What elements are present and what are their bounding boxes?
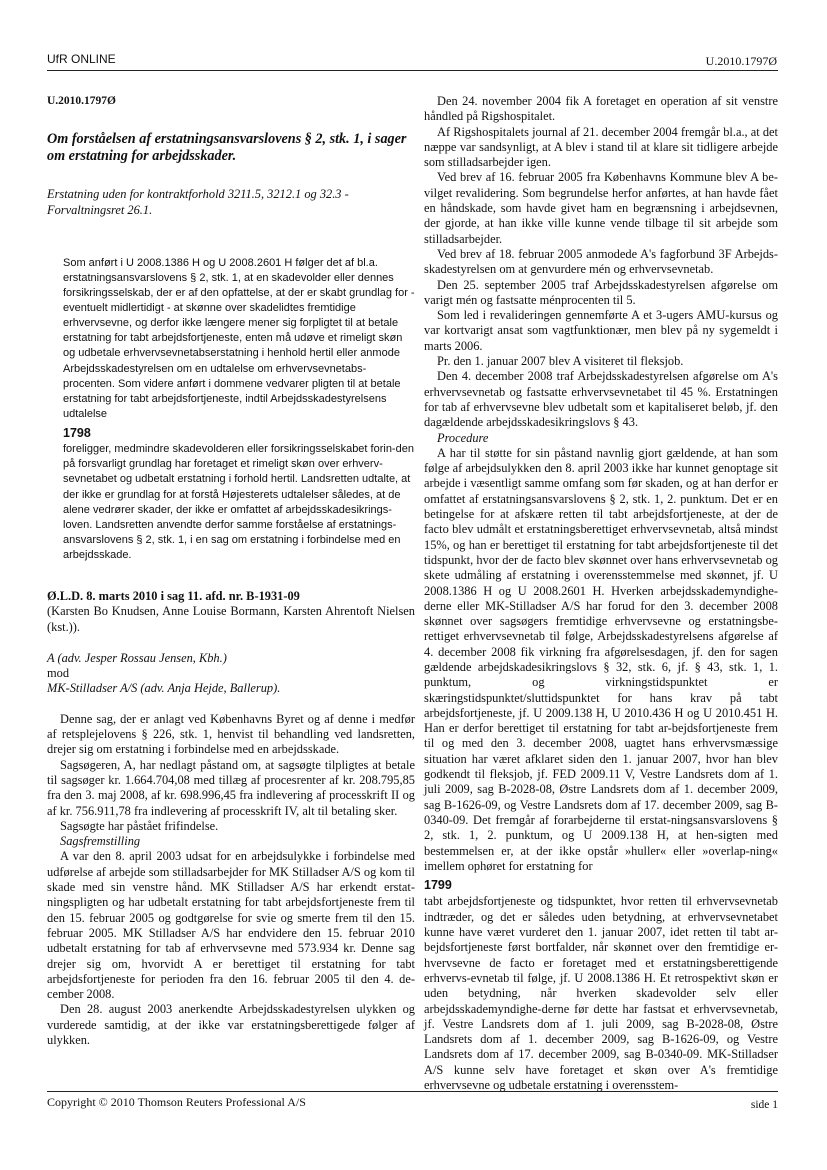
copyright: Copyright © 2010 Thomson Reuters Professional A/S	[47, 1095, 306, 1109]
paragraph: A har til støtte for sin påstand navnlig gjort gældende, at han som følge af arbejdsulykken den 8. april 2003 ikke har kunnet genoptage sit arbejde i væsentligt samme omfang som før skaden, og at han derfor er omfattet af erstatningsansvarslovens § 2, stk. 1, 2. punktum. Det er en betingelse for at afskære retten til tabt arbejdsfortjeneste, at der de facto blev udmålt et erstatningsberettiget erhvervsevnetab, altså mindst 15%, og han er berettiget til erstatning for tabt arbejdsfortjeneste til det tidspunkt, hvor der de facto blev skønnet over hans erhvervsevnetab og skete udmåling af erstatning i overensstemmelse med skønnet, jf. U 2008.1386 H og U 2008.2601 H. Hverken arbejdsskademyndighe-derne eller MK-Stilladser A/S har forud for den 3. december 2008 skønnet over sagsøgers fremtidige erhvervsevne og erstatningsbe-rettiget erhvervsevnetab til følge, Arbejdsskadestyrelsens afgørelse af 4. december 2008 fik virkning fra afgørelsesdagen, jf. den for sagen gældende arbejdskadesikringslovs § 32, stk. 6, jf. § 43, stk. 1, 1. punktum, og virkningstidspunktet er skæringstidspunktet/sluttidspunktet for hans krav på tabt arbejdsfortjeneste, jf. U 2009.138 H, U 2010.436 H og U 2010.451 H. Han er derfor berettiget til erstatning for tabt ar-bejdsfortjeneste frem til og med den 3. december 2008, uagtet hans erhvervsmæssige situation har været afklaret siden den 1. januar 2007, hvor han blev godkendt til fleksjob, jf. FED 2009.11 V, Vestre Landsrets dom af 1. juli 2009, sag B-2028-08, Østre Landsrets dom af 1. december 2009, sag B-1626-09, og Vestre Landsrets dom af 17. december 2009, sag B-0340-09. Det fremgår af forarbejderne til erstat-ningsansvarslovens § 2, stk. 1, 2. punktum, og U 2009.138 H, at hen-sigten med bestemmelsen er, at der ikke opstår »huller« eller »overlap-ning« imellem ophøret for erstatning for	[424, 445, 778, 873]
summary	[47, 256, 415, 422]
header-rule	[47, 70, 778, 71]
paragraph: Denne sag, der er anlagt ved Københavns Byret og af denne i medfør af retsplejelovens § 226, stk. 1, henvist til behandling ved landsretten, drejer sig om erstatning i forbindelse med en arbejdsskade.	[47, 711, 415, 757]
paragraph: Den 4. december 2008 traf Arbejdsskadestyrelsen afgørelse om A's erhvervsevnetab og fastsatte erhvervsevnetabet til 45 %. Erstatningen for tab af erhvervsevne blev udbetalt som et kapitaliseret beløb, jf. den dagældende arbejdsskadesikringslovs § 43.	[424, 369, 778, 430]
paragraph: Ved brev af 16. februar 2005 fra Københavns Kommune blev A be-vilget revalidering. Som begrundelse herfor anførtes, at han havde fået en håndskade, som havde givet ham en begrænsning i arbejdsevnen, der gjorde, at han ikke ville kunne vende tilbage til sit arbejde som stilladsarbejder.	[424, 170, 778, 246]
right-column	[424, 94, 778, 1093]
paragraph: Ved brev af 18. februar 2005 anmodede A's fagforbund 3F Arbejds-skadestyrelsen om at genvurdere mén og erhvervsevnetab.	[424, 246, 778, 277]
mod-label: mod	[47, 666, 70, 681]
paragraph: Sagsøgte har påstået frifindelse.	[60, 818, 219, 833]
brand-label: UfR ONLINE	[47, 52, 116, 66]
paragraph: Pr. den 1. januar 2007 blev A visiteret til fleksjob.	[437, 354, 684, 369]
left-column	[47, 94, 415, 1048]
paragraph: Den 28. august 2003 anerkendte Arbejdsskadestyrelsen ulykken og vurderede samtidig, at der ikke var erstatningsberettigede følger af ulykken.	[47, 1002, 415, 1047]
footer-rule	[47, 1091, 778, 1092]
section-heading-procedure: Procedure	[437, 430, 489, 445]
party-a: A (adv. Jesper Rossau Jensen, Kbh.)	[47, 650, 227, 665]
section-heading-sagsfremstilling: Sagsfremstilling	[60, 834, 141, 849]
paragraph: Af Rigshospitalets journal af 21. december 2004 fremgår bl.a., at det næppe var sandsynligt, at A blev i stand til at klare sit tidligere arbejde som stilladsarbejder igen.	[424, 124, 778, 170]
subject-classification: Erstatning uden for kontraktforhold 3211.5, 3212.1 og 32.3 - Forvaltningsret 26.1.	[47, 187, 349, 217]
page-marker-1798: 1798	[63, 425, 91, 440]
document-title: Om forståelsen af erstatningsansvarslovens § 2, stk. 1, i sager om erstatning for arbejdsskader.	[47, 131, 407, 165]
paragraph: Den 24. november 2004 fik A foretaget en operation af sit venstre håndled på Rigshospitalet.	[424, 94, 778, 124]
summary-part-2: foreligger, medmindre skadevolderen eller forsikringsselskabet forin-den på forsvarligt grundlag har foretaget et rimeligt skøn over erhverv-sevnetabet og udbetalt erstatning i forhold hertil. Landsretten udtalte, at der ikke er grundlag for at forstå Højesterets udtalelser således, at de alene vedrører skader, der ikke er omfattet af arbejdsskadesikrings-loven. Landsretten anvendte derfor samme forståelse af erstatnings-ansvarslovens § 2, stk. 1, i en sag om erstatning i forbindelse med en arbejdsskade.	[63, 443, 414, 561]
paragraph: Den 25. september 2005 traf Arbejdsskadestyrelsen afgørelse om varigt mén og fastsatte ménprocenten til 5.	[424, 277, 778, 307]
judges: (Karsten Bo Knudsen, Anne Louise Bormann, Karsten Ahrentoft Nielsen (kst.)).	[47, 604, 415, 634]
page-header	[47, 50, 777, 70]
summary-cont	[47, 442, 415, 563]
page-number: side 1	[750, 1099, 778, 1111]
doc-id: U.2010.1797Ø	[47, 95, 116, 107]
paragraph: Som led i revalideringen gennemførte A et 3-ugers AMU-kursus og var kortvarigt ansat som vagtfunktionær, men blev på ny sygemeldt i marts 2006.	[424, 308, 778, 353]
party-b: MK-Stilladser A/S (adv. Anja Hejde, Ballerup).	[47, 681, 281, 696]
page-marker-1799: 1799	[424, 878, 452, 893]
paragraph: A var den 8. april 2003 udsat for en arbejdsulykke i forbindelse med udførelse af arbejde som stilladsarbejder for MK Stilladser A/S og kom til skade med sin venstre hånd. MK Stilladser A/S har erkendt erstat-ningspligten og har udbetalt erstatning for tabt arbejdsfortjeneste frem til den 15. februar 2005 og godtgørelse for svie og smerte frem til den 15. februar 2005. MK Stilladser A/S har endvidere den 15. februar 2010 udbetalt erstatning for tab af erhvervsevne med 573.934 kr. Denne sag drejer sig om, hvorvidt A er berettiget til erstatning for tabt arbejdsfortjeneste for perioden fra den 16. februar 2005 til den 4. de-cember 2008.	[47, 849, 415, 1002]
paragraph: Sagsøgeren, A, har nedlagt påstand om, at sagsøgte tilpligtes at betale til sagsøger kr. 1.664.704,08 med tillæg af procesrenter af kr. 208.795,85 fra den 3. maj 2008, af kr. 698.996,45 fra indlevering af processkrift II og af kr. 756.911,78 fra indlevering af processkrift IV, alt til betaling sker.	[47, 757, 415, 818]
paragraph: tabt arbejdsfortjeneste og tidspunktet, hvor retten til erhvervsevnetab indtræder, og det er således uden betydning, at erhvervsevnetabet kunne have været vurderet den 1. januar 2007, idet retten til tabt ar-bejdsfortjeneste først bortfalder, når skønnet over den fremtidige er-hvervsevne de facto er foretaget med et erstatningsberettigende erhvervs-evnetab til følge, jf. U 2008.1386 H. Et retrospektivt skøn er uden betydning, når hverken skadevolder selv eller arbejdsskademyndighe-derne før dette har fastsat et erhvervsevnetab, jf. Vestre Landsrets dom af 1. juli 2009, sag B-2028-08, Østre Landsrets dom af 1. december 2009, sag B-1626-09, og Vestre Landsrets dom af 17. december 2009, sag B-0340-09. MK-Stilladser A/S kunne selv have foretaget et skøn over A's fremtidige erhvervsevne og udbetale erstatning i overensstem-	[424, 894, 778, 1092]
case-line: Ø.L.D. 8. marts 2010 i sag 11. afd. nr. B-1931-09	[47, 588, 300, 603]
document-reference: U.2010.1797Ø	[705, 54, 777, 68]
summary-part-1: Som anført i U 2008.1386 H og U 2008.2601 H følger det af bl.a. erstatningsansvarslovens § 2, stk. 1, at en skadevolder eller dennes forsikringsselskab, der er af den opfattelse, at der er skabt grundlag for - eventuelt midlertidigt - at skønne over skadelidtes fremtidige erhvervsevne, og derfor ikke længere mener sig forpligtet til at betale erstatning for tabt arbejdsfortjeneste, enten må udøve et rimeligt skøn og udbetale erhvervsevnetabserstatning i henhold hertil eller anmode Arbejdsskadestyrelsen om en udtalelse om erhvervsevnetabs-procenten. Som videre anført i dommene vedvarer pligten til at betale erstatning for tabt arbejdsfortjeneste, indtil Arbejdsskadestyrelsens udtalelse	[63, 256, 415, 420]
